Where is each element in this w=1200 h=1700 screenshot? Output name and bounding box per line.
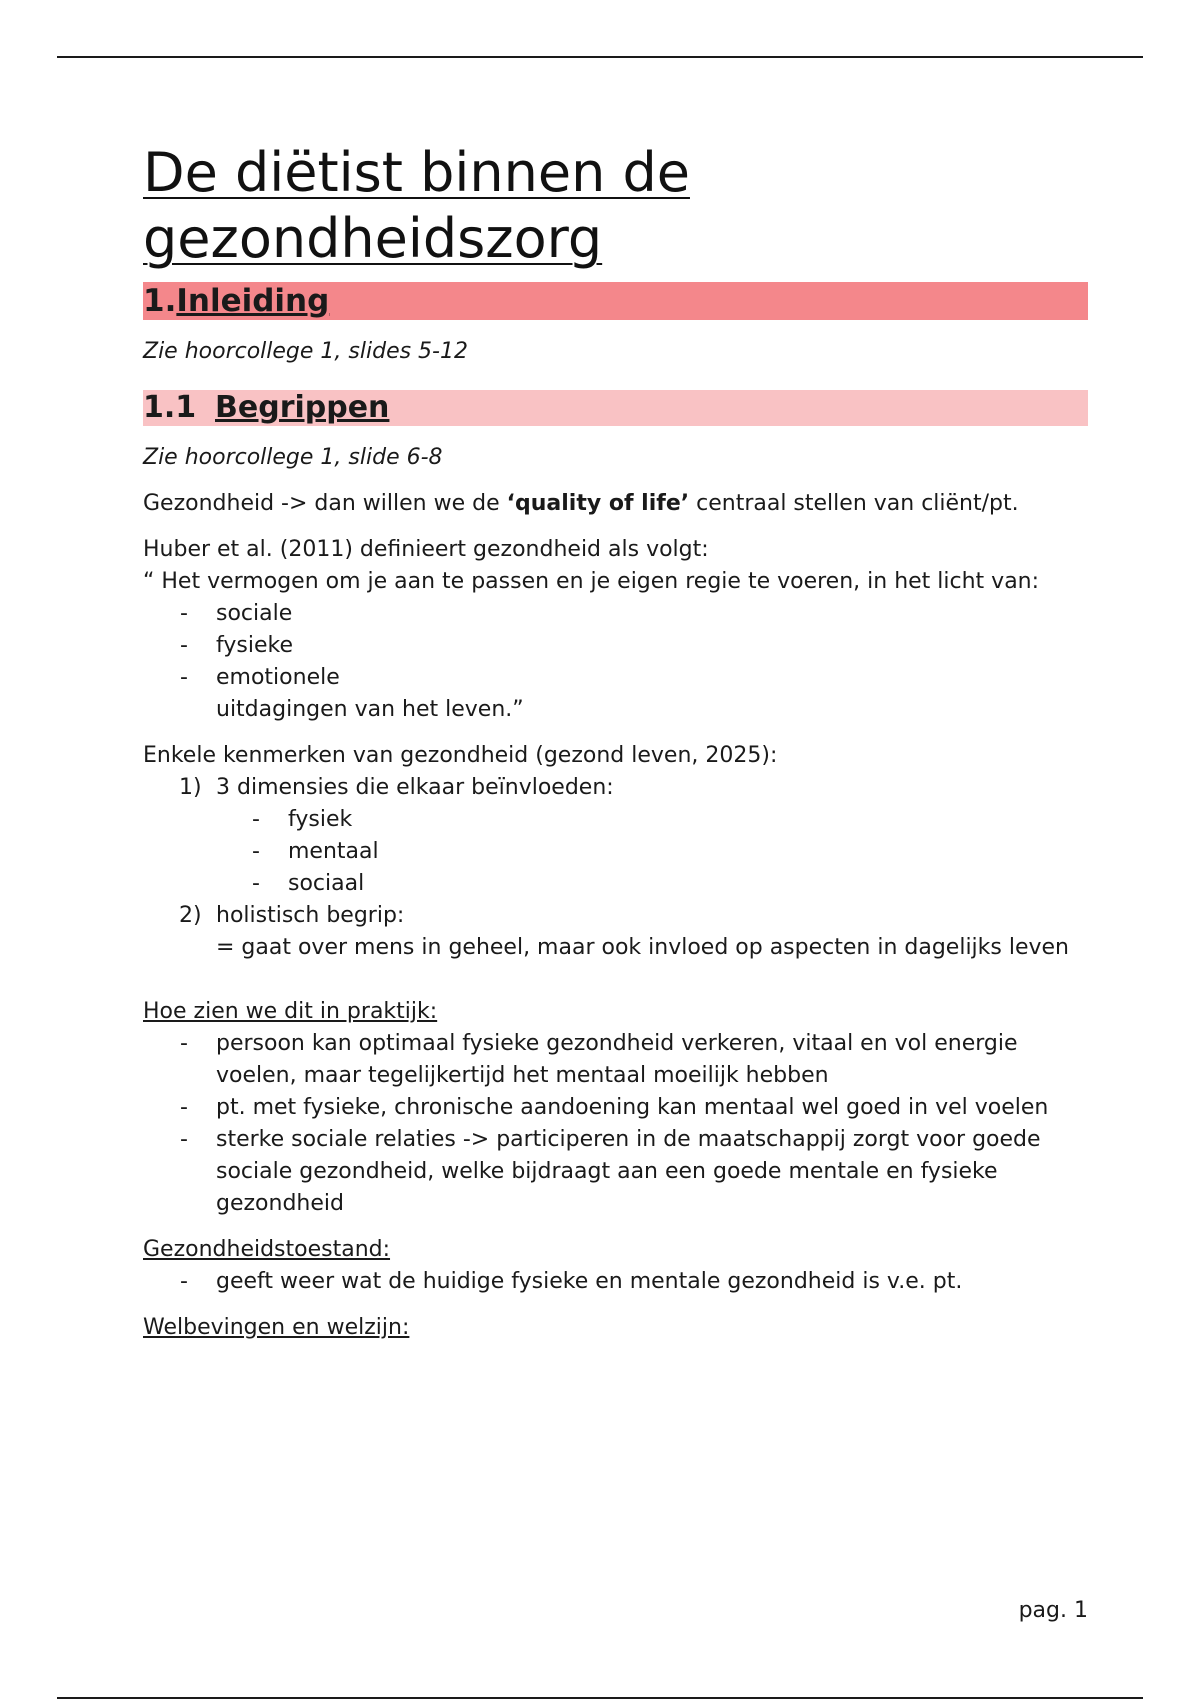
paragraph-line: Huber et al. (2011) definieert gezondheid als volgt: (143, 537, 709, 562)
list-item-text: mentaal (288, 839, 379, 864)
dash-bullet: - (180, 1095, 188, 1120)
list-item-text: fysieke (216, 633, 293, 658)
dash-bullet: - (180, 633, 188, 658)
footer-rule (57, 1697, 1143, 1699)
list-item-text: fysiek (288, 807, 353, 832)
paragraph-text: centraal stellen van cliënt/pt. (689, 491, 1019, 516)
list-item-text: sociale (216, 601, 293, 626)
list-item (216, 804, 1088, 836)
list-item-text: pt. met fysieke, chronische aandoening kan mentaal wel goed in vel voelen (216, 1095, 1049, 1120)
list-praktijk (143, 1028, 1088, 1220)
paragraph-text: Gezondheid -> dan willen we de (143, 491, 507, 516)
section-heading-welbevinden: Welbevingen en welzijn: (143, 1315, 410, 1340)
list-challenges (143, 598, 1088, 726)
dash-bullet: - (252, 871, 260, 896)
numbered-item-text: 3 dimensies die elkaar beïnvloeden: (216, 775, 614, 800)
header-rule (57, 56, 1143, 58)
number-marker: 1) (179, 775, 202, 800)
page-number: pag. 1 (1018, 1598, 1088, 1623)
heading-1-1-note: Zie hoorcollege 1, slide 6-8 (143, 445, 443, 470)
section-heading-praktijk: Hoe zien we dit in praktijk: (143, 999, 438, 1024)
document-title: De diëtist binnen de gezondheidszorg (143, 141, 690, 270)
list-item-text: emotionele (216, 665, 340, 690)
list-item (143, 662, 1088, 726)
sub-list (216, 804, 1088, 900)
list-item-text: sociaal (288, 871, 365, 896)
dash-bullet: - (180, 665, 188, 690)
section-heading-gezondheidstoestand: Gezondheidstoestand: (143, 1237, 391, 1262)
numbered-item-continuation: = gaat over mens in geheel, maar ook invloed op aspecten in dagelijks leven (216, 935, 1070, 960)
numbered-item (143, 772, 1088, 900)
list-item-text: sterke sociale relaties -> participeren in de maatschappij zorgt voor goede sociale gezondheid, welke bijdraagt aan een goede mentale en fysieke gezondheid (216, 1127, 1041, 1216)
list-item (143, 1092, 1088, 1124)
number-marker: 2) (179, 903, 202, 928)
dash-bullet: - (180, 1031, 188, 1056)
list-item (143, 1028, 1088, 1092)
paragraph-kenmerken: Enkele kenmerken van gezondheid (gezond leven, 2025): (143, 743, 778, 768)
list-item (143, 598, 1088, 630)
heading-1-1-title: Begrippen (215, 390, 390, 425)
list-item (143, 1124, 1088, 1220)
document-body (143, 140, 1088, 1344)
heading-1-1-number: 1.1 (143, 390, 197, 425)
heading-1-title: Inleiding (176, 283, 330, 319)
heading-1 (143, 282, 1088, 320)
list-item (216, 836, 1088, 868)
list-tail-text: uitdagingen van het leven.” (216, 697, 524, 722)
paragraph-line: “ Het vermogen om je aan te passen en je eigen regie te voeren, in het licht van: (143, 569, 1040, 594)
list-gezondheidstoestand (143, 1266, 1088, 1298)
dash-bullet: - (180, 1269, 188, 1294)
dash-bullet: - (180, 601, 188, 626)
list-item-text: geeft weer wat de huidige fysieke en mentale gezondheid is v.e. pt. (216, 1269, 963, 1294)
heading-1-1 (143, 390, 1088, 426)
heading-1-number: 1. (143, 283, 177, 319)
heading-1-note: Zie hoorcollege 1, slides 5-12 (143, 339, 468, 364)
dash-bullet: - (252, 839, 260, 864)
list-item-text: persoon kan optimaal fysieke gezondheid verkeren, vitaal en vol energie voelen, maar tegelijkertijd het mentaal moeilijk hebben (216, 1031, 1018, 1088)
list-item (216, 868, 1088, 900)
numbered-list (143, 772, 1088, 964)
paragraph-quality-of-life (143, 488, 1088, 520)
list-item (143, 630, 1088, 662)
list-item (143, 1266, 1088, 1298)
dash-bullet: - (180, 1127, 188, 1152)
paragraph-huber (143, 534, 1088, 598)
dash-bullet: - (252, 807, 260, 832)
numbered-item (143, 900, 1088, 964)
paragraph-bold: ‘quality of life’ (506, 491, 690, 516)
numbered-item-text: holistisch begrip: (216, 903, 405, 928)
